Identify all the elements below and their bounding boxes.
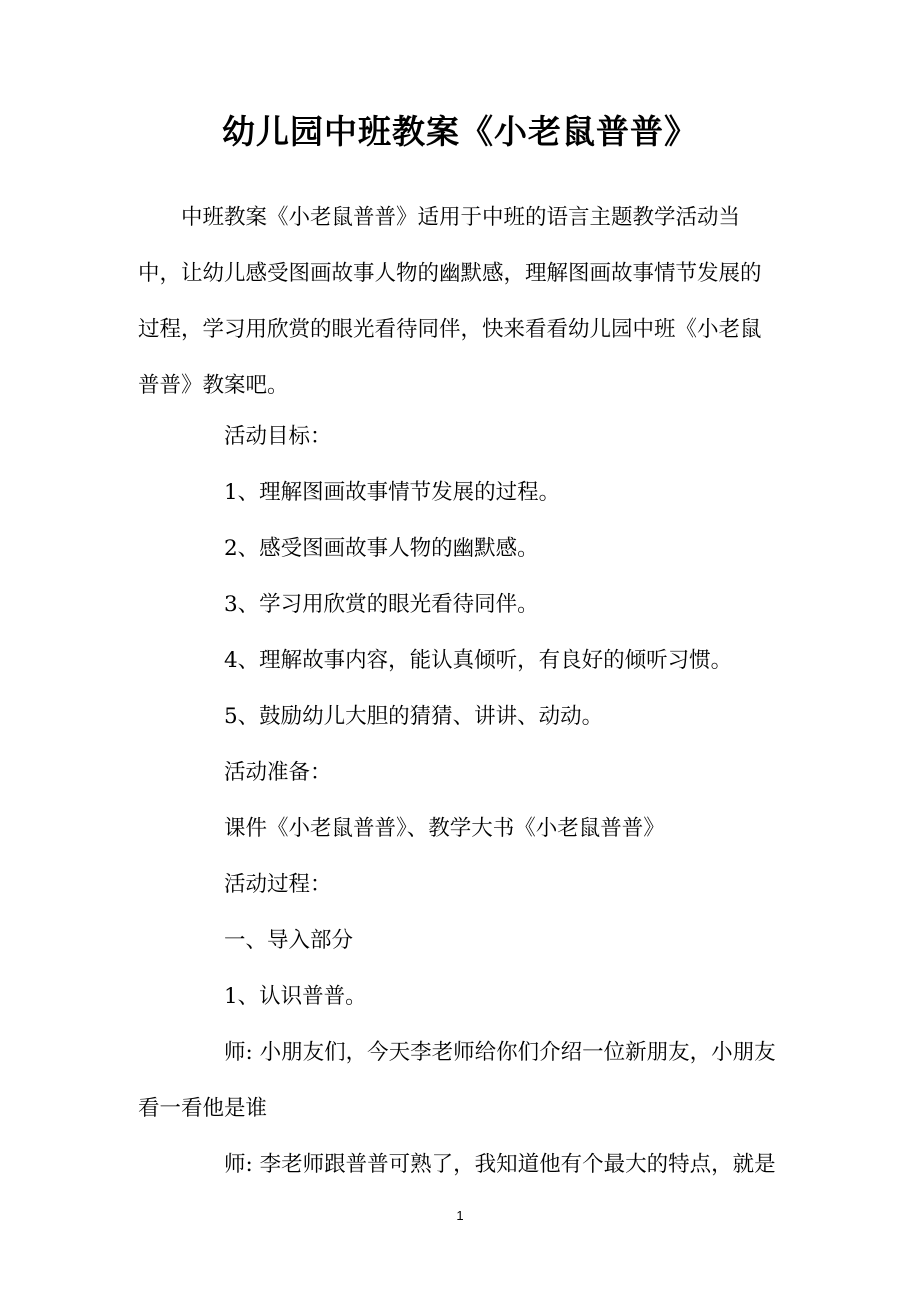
- prep-text: 课件《小老鼠普普》、教学大书《小老鼠普普》: [224, 816, 665, 841]
- process-heading: 活动过程：: [224, 872, 332, 897]
- goals-heading: 活动目标：: [224, 424, 332, 449]
- intro-paragraph: 中班教案《小老鼠普普》适用于中班的语言主题教学活动当中，让幼儿感受图画故事人物的幽默感，理解图画故事情节发展的过程，学习用欣赏的眼光看待同伴，快来看看幼儿园中班《小老鼠普普》教案吧。: [138, 205, 762, 398]
- goal-item-4: 4、理解故事内容，能认真倾听，有良好的倾听习惯。: [224, 648, 733, 673]
- goal-item-3: 3、学习用欣赏的眼光看待同伴。: [224, 592, 539, 617]
- goal-item-1: 1、理解图画故事情节发展的过程。: [224, 480, 561, 505]
- teacher-line-1: 师: 小朋友们，今天李老师给你们介绍一位新朋友，小朋友看一看他是谁: [138, 1040, 776, 1121]
- prep-heading: 活动准备：: [224, 760, 332, 785]
- teacher-line-2: 师: 李老师跟普普可熟了，我知道他有个最大的特点，就是: [224, 1152, 776, 1177]
- page-number: 1: [456, 1208, 464, 1223]
- step-one: 1、认识普普。: [224, 984, 367, 1009]
- document-title: 幼儿园中班教案《小老鼠普普》: [222, 112, 698, 151]
- section-one-heading: 一、导入部分: [224, 928, 354, 953]
- goal-item-2: 2、感受图画故事人物的幽默感。: [224, 536, 539, 561]
- goal-item-5: 5、鼓励幼儿大胆的猜猜、讲讲、动动。: [224, 704, 604, 729]
